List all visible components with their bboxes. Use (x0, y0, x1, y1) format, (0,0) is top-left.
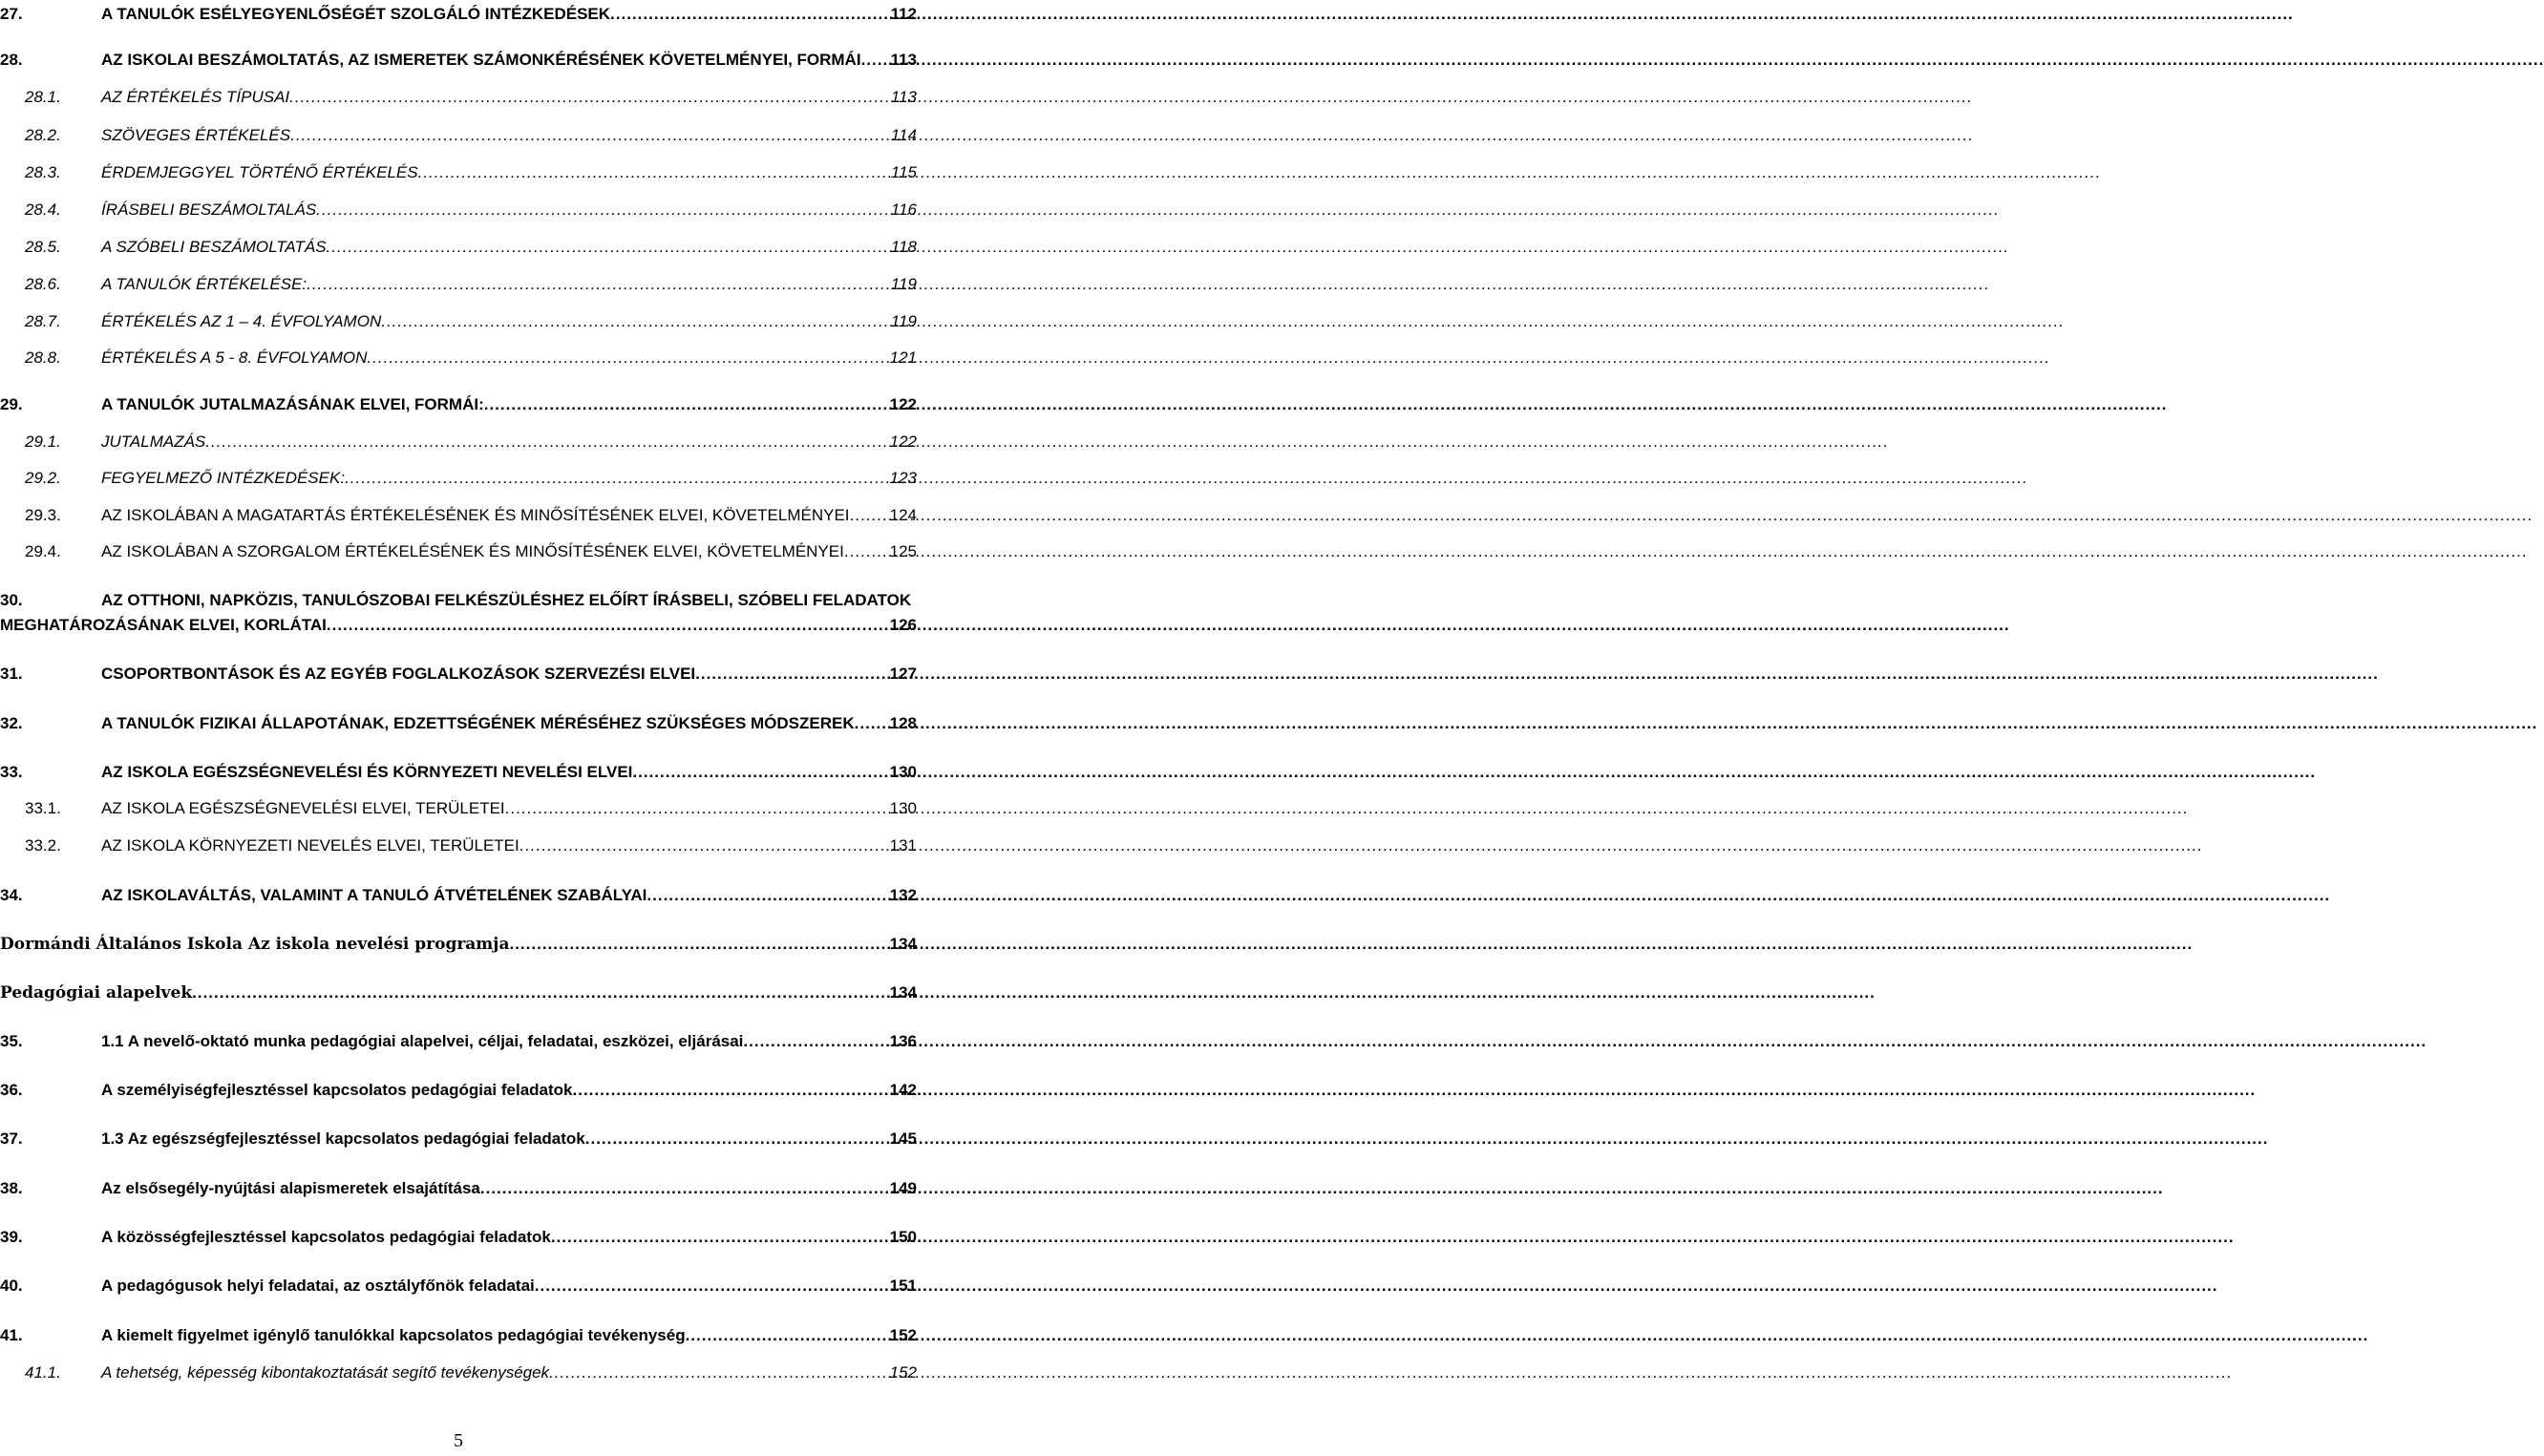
toc-entry[interactable] (0, 197, 917, 223)
toc-number: 28.1. (25, 88, 61, 106)
toc-page: 134 (889, 935, 917, 953)
toc-page: 119 (890, 275, 917, 293)
toc-entry[interactable] (0, 1273, 917, 1299)
toc-page: 130 (889, 799, 917, 817)
toc-entry[interactable] (0, 759, 917, 786)
toc-entry[interactable] (0, 1175, 917, 1202)
dot-leader (610, 1, 889, 28)
toc-entry[interactable] (0, 882, 917, 909)
toc-title: A személyiségfejlesztéssel kapcsolatos pedagógiai feladatok (101, 1081, 573, 1099)
dot-leader (686, 1322, 888, 1349)
dot-leader (573, 1077, 888, 1104)
toc-number: 37. (0, 1129, 23, 1148)
toc-page: 122 (889, 395, 917, 413)
toc-title: Pedagógiai alapelvek (0, 983, 193, 1002)
dot-leader (289, 84, 889, 111)
toc-title: A TANULÓK ÉRTÉKELÉSE: (101, 275, 307, 293)
toc-page: 130 (889, 763, 917, 781)
toc-entry[interactable] (0, 538, 917, 565)
toc-title: AZ ISKOLA KÖRNYEZETI NEVELÉS ELVEI, TERÜLETEI (101, 836, 519, 855)
toc-number: 30. (0, 591, 23, 609)
toc-entry[interactable] (0, 795, 917, 822)
toc-title: JUTALMAZÁS (101, 433, 206, 451)
toc-number: 36. (0, 1081, 23, 1099)
toc-title: Az elsősegély-nyújtási alapismeretek elsajátítása (101, 1179, 480, 1197)
toc-title: AZ ISKOLA EGÉSZSÉGNEVELÉSI ÉS KÖRNYEZETI NEVELÉSI ELVEI (101, 763, 633, 781)
dot-leader (855, 710, 888, 737)
toc-title: ÍRÁSBELI BESZÁMOLTALÁS (101, 200, 317, 219)
toc-number: 39. (0, 1228, 23, 1246)
toc-page: 131 (889, 836, 917, 855)
toc-entry[interactable] (0, 271, 917, 298)
toc-title: ÉRTÉKELÉS A 5 - 8. ÉVFOLYAMON (101, 348, 368, 367)
toc-page: 151 (889, 1277, 917, 1295)
toc-entry[interactable] (0, 345, 917, 371)
dot-leader (549, 1360, 888, 1386)
dot-leader (345, 465, 888, 492)
toc-page: 123 (889, 469, 917, 487)
toc-page: 128 (889, 714, 917, 732)
dot-leader (743, 1028, 887, 1055)
toc-title: ÉRDEMJEGGYEL TÖRTÉNŐ ÉRTÉKELÉS (101, 163, 418, 181)
toc-number: 33.1. (25, 799, 61, 817)
toc-title: Dormándi Általános Iskola Az iskola nevelési programja (0, 935, 510, 954)
toc-number: 33.2. (25, 836, 61, 855)
toc-title: A TANULÓK FIZIKAI ÁLLAPOTÁNAK, EDZETTSÉGÉNEK MÉRÉSÉHEZ SZÜKSÉGES MÓDSZEREK (101, 714, 855, 732)
dot-leader (484, 391, 888, 418)
toc-entry[interactable] (0, 1077, 917, 1104)
dot-leader (418, 159, 889, 186)
toc-page: 142 (889, 1081, 917, 1099)
dot-leader (695, 661, 887, 687)
dot-leader (632, 759, 887, 786)
toc-page: 116 (890, 200, 917, 219)
toc-title: CSOPORTBONTÁSOK ÉS AZ EGYÉB FOGLALKOZÁSOK SZERVEZÉSI ELVEI (101, 665, 696, 683)
toc-title: AZ ISKOLAVÁLTÁS, VALAMINT A TANULÓ ÁTVÉTELÉNEK SZABÁLYAI (101, 886, 647, 904)
dot-leader (205, 429, 887, 455)
table-of-contents (0, 0, 917, 1456)
dot-leader (551, 1224, 888, 1251)
toc-entry[interactable] (0, 1126, 917, 1152)
toc-entry[interactable] (0, 587, 917, 644)
toc-title: A TANULÓK JUTALMAZÁSÁNAK ELVEI, FORMÁI: (101, 395, 484, 413)
toc-entry[interactable] (0, 833, 917, 859)
toc-page: 132 (889, 886, 917, 904)
toc-page: 112 (890, 5, 917, 23)
toc-number: 41.1. (25, 1363, 61, 1382)
toc-number: 31. (0, 665, 23, 683)
toc-number: 29.3. (25, 506, 61, 524)
dot-leader (535, 1273, 888, 1299)
toc-page: 126 (889, 616, 917, 634)
toc-entry[interactable] (0, 234, 917, 261)
page-number: 5 (454, 1430, 463, 1451)
toc-page: 115 (890, 163, 917, 181)
toc-title: AZ ISKOLÁBAN A SZORGALOM ÉRTÉKELÉSÉNEK ÉS MINŐSÍTÉSÉNEK ELVEI, KÖVETELMÉNYEI (101, 542, 844, 560)
toc-title: A kiemelt figyelmet igénylő tanulókkal kapcsolatos pedagógiai tevékenység (101, 1326, 686, 1344)
toc-entry[interactable] (0, 308, 917, 335)
toc-page: 114 (890, 126, 917, 144)
toc-number: 41. (0, 1326, 23, 1344)
toc-title: 1.1 A nevelő-oktató munka pedagógiai alapelvei, céljai, feladatai, eszközei, eljárásai (101, 1032, 744, 1050)
toc-title: A SZÓBELI BESZÁMOLTATÁS (101, 238, 327, 256)
toc-title: AZ ISKOLÁBAN A MAGATARTÁS ÉRTÉKELÉSÉNEK ÉS MINŐSÍTÉSÉNEK ELVEI, KÖVETELMÉNYEI (101, 506, 850, 524)
toc-number: 28.2. (25, 126, 61, 144)
toc-page: 149 (889, 1179, 917, 1197)
toc-page: 113 (890, 51, 917, 69)
toc-number: 32. (0, 714, 23, 732)
toc-page: 150 (889, 1228, 917, 1246)
toc-title: SZÖVEGES ÉRTÉKELÉS (101, 126, 291, 144)
toc-number: 28.4. (25, 200, 61, 219)
toc-title: FEGYELMEZŐ INTÉZKEDÉSEK: (101, 469, 346, 487)
dot-leader (290, 122, 889, 149)
toc-entry[interactable] (0, 1322, 917, 1349)
dot-leader (861, 47, 889, 74)
toc-entry[interactable] (0, 661, 917, 687)
dot-leader (850, 502, 888, 529)
toc-title: A pedagógusok helyi feladatai, az osztályfőnök feladatai (101, 1277, 535, 1295)
toc-page: 136 (889, 1032, 917, 1050)
toc-title: 1.3 Az egészségfejlesztéssel kapcsolatos pedagógiai feladatok (101, 1129, 585, 1148)
toc-entry[interactable] (0, 47, 917, 74)
dot-leader (480, 1175, 888, 1202)
dot-leader (647, 882, 887, 909)
toc-entry[interactable] (0, 931, 917, 958)
dot-leader (505, 795, 888, 822)
toc-entry[interactable] (0, 710, 917, 737)
toc-entry[interactable] (0, 159, 917, 186)
toc-title: ÉRTÉKELÉS AZ 1 – 4. ÉVFOLYAMON (101, 312, 382, 330)
toc-number: 38. (0, 1179, 23, 1197)
toc-number: 28.6. (25, 275, 61, 293)
toc-entry[interactable] (0, 980, 917, 1006)
toc-number: 28. (0, 51, 23, 69)
toc-page: 113 (890, 88, 917, 106)
toc-number: 29.1. (25, 433, 61, 451)
dot-leader (307, 271, 889, 298)
dot-leader (381, 308, 889, 335)
toc-number: 28.3. (25, 163, 61, 181)
toc-title-line1: AZ OTTHONI, NAPKÖZIS, TANULÓSZOBAI FELKÉSZÜLÉSHEZ ELŐÍRT ÍRÁSBELI, SZÓBELI FELADATOK (101, 591, 912, 609)
toc-page: 122 (889, 433, 917, 451)
toc-number: 34. (0, 886, 23, 904)
toc-entry[interactable] (0, 465, 917, 492)
toc-number: 27. (0, 5, 23, 23)
toc-page: 127 (889, 665, 917, 683)
toc-page: 125 (889, 542, 917, 560)
dot-leader (192, 980, 887, 1006)
toc-title: AZ ÉRTÉKELÉS TÍPUSAI (101, 88, 290, 106)
dot-leader (367, 345, 887, 371)
toc-entry[interactable] (0, 1028, 917, 1055)
toc-entry[interactable] (0, 502, 917, 529)
toc-number: 28.5. (25, 238, 61, 256)
dot-leader (327, 612, 888, 639)
toc-page: 134 (889, 983, 917, 1002)
toc-entry[interactable] (0, 1, 917, 28)
toc-title: A közösségfejlesztéssel kapcsolatos pedagógiai feladatok (101, 1228, 551, 1246)
toc-page: 145 (889, 1129, 917, 1148)
toc-page: 152 (889, 1326, 917, 1344)
dot-leader (316, 197, 889, 223)
toc-entry[interactable] (0, 1360, 917, 1386)
toc-entry[interactable] (0, 429, 917, 455)
dot-leader (509, 931, 887, 958)
toc-number: 28.8. (25, 348, 61, 367)
dot-leader (519, 833, 888, 859)
dot-leader (585, 1126, 888, 1152)
toc-page: 152 (889, 1363, 917, 1382)
toc-entry[interactable] (0, 122, 917, 149)
toc-title: A TANULÓK ESÉLYEGYENLŐSÉGÉT SZOLGÁLÓ INTÉZKEDÉSEK (101, 5, 611, 23)
toc-number: 28.7. (25, 312, 61, 330)
toc-entry[interactable] (0, 1224, 917, 1251)
toc-title: A tehetség, képesség kibontakoztatását segítő tevékenységek (101, 1363, 550, 1382)
toc-page: 121 (889, 348, 917, 367)
toc-number: 35. (0, 1032, 23, 1050)
toc-title: AZ ISKOLAI BESZÁMOLTATÁS, AZ ISMERETEK SZÁMONKÉRÉSÉNEK KÖVETELMÉNYEI, FORMÁI (101, 51, 861, 69)
toc-title: AZ ISKOLA EGÉSZSÉGNEVELÉSI ELVEI, TERÜLETEI (101, 799, 505, 817)
toc-number: 29.2. (25, 469, 61, 487)
dot-leader (327, 234, 889, 261)
toc-page: 118 (890, 238, 917, 256)
toc-number: 29.4. (25, 542, 61, 560)
toc-entry[interactable] (0, 84, 917, 111)
toc-number: 29. (0, 395, 23, 413)
dot-leader (844, 538, 888, 565)
toc-title: MEGHATÁROZÁSÁNAK ELVEI, KORLÁTAI (0, 616, 327, 634)
toc-entry[interactable] (0, 391, 917, 418)
toc-page: 119 (890, 312, 917, 330)
toc-page: 124 (889, 506, 917, 524)
toc-number: 40. (0, 1277, 23, 1295)
toc-number: 33. (0, 763, 23, 781)
